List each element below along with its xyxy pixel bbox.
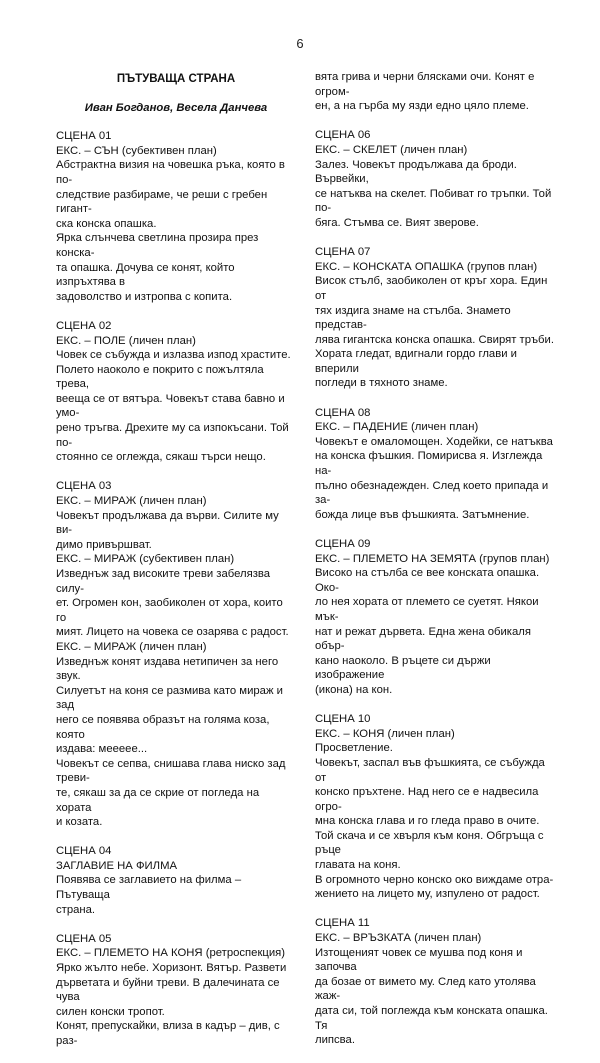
right-column [315, 70, 555, 1062]
scene-line: та опашка. Дочува се конят, който изпръхтява в [56, 261, 235, 289]
scene-line: Изведнъж конят издава нетипичен за него звук. [56, 655, 279, 683]
scene-line: Човекът се сепва, снишава глава ниско зад треви- [56, 757, 286, 785]
scene-heading: СЦЕНА 05 [56, 932, 112, 945]
scene-heading: СЦЕНА 07 [315, 246, 371, 259]
scene-line: Изведнъж зад високите треви забелязва силу- [56, 568, 271, 595]
scene-line: нат и режат дървета. Една жена обикаля обър- [315, 625, 531, 653]
scene-line: Силуетът на коня се размива като мираж и зад [56, 684, 283, 712]
scene-line: Той скача и се хвърля към коня. Обгръща с ръце [315, 829, 544, 857]
scene-line: силен конски тропот. [56, 1005, 165, 1018]
scene-heading: СЦЕНА 02 [56, 319, 112, 332]
scene-line: задоволство и изтропва с копита. [56, 290, 233, 303]
scene-line: ска конска опашка. [56, 217, 157, 230]
scene-line: Високо на стълба се вее конската опашка. Око- [315, 567, 540, 594]
scene-line: ЕКС. – СЪН (субективен план) [56, 144, 217, 157]
scene-heading: СЦЕНА 09 [315, 538, 371, 550]
scene-heading: СЦЕНА 04 [56, 845, 112, 858]
scene-block [315, 537, 555, 698]
scene-line: да бозае от вимето му. След като утолява жаж- [315, 975, 536, 1003]
scene-line: издава: мееееe... [56, 743, 148, 756]
scene-line: ЕКС. – ПЛЕМЕТО НА ЗЕМЯТА (групов план) [315, 552, 550, 565]
scene-line: стоянно се оглежда, сякаш търси нещо. [56, 451, 266, 464]
scene-line: мна конска глава и го гледа право в очите. [315, 815, 540, 828]
scene-line: Полето наоколо е покрито с пожълтяла трева, [56, 363, 264, 391]
scene-block [315, 406, 555, 523]
scene-line: страна. [56, 903, 96, 916]
scene-line: ЕКС. – КОНСКАТА ОПАШКА (групов план) [315, 260, 538, 273]
scene-block [315, 128, 555, 230]
scene-block [315, 712, 555, 902]
scene-block [56, 319, 296, 465]
scene-line: рено тръгва. Дрехите му са изпокъсани. Той по- [56, 422, 289, 449]
document-title: ПЪТУВАЩА СТРАНА [116, 73, 236, 85]
scene-line: лява гигантска конска опашка. Свирят тръби. [315, 333, 554, 346]
scene-line: божда лице във фъшкията. Затъмнение. [315, 508, 530, 521]
scene-line: бяга. Стъмва се. Вият зверове. [315, 216, 479, 229]
scene-block [56, 844, 296, 917]
scene-line: ло нея хората от племето се суетят. Някои мък- [315, 596, 539, 623]
scene-line: Залез. Човекът продължава да броди. Вървейки, [315, 158, 517, 186]
right-scenes [315, 70, 555, 1048]
scene-line: и козата. [56, 816, 103, 829]
scene-block [56, 932, 296, 1049]
scene-line: ЕКС. – ПЛЕМЕТО НА КОНЯ (ретроспекция) [56, 947, 286, 960]
scene-line: Изтощеният човек се мушва под коня и започва [315, 946, 523, 974]
document-authors: Иван Богданов, Весела Данчева [84, 101, 268, 114]
scene-line: тях издига знаме на стълба. Знамето представ- [315, 304, 511, 332]
scene-line: Ярко жълто небе. Хоризонт. Вятър. Развети [56, 962, 287, 975]
scene-line: ЕКС. – МИРАЖ (личен план) [56, 640, 207, 653]
scene-line: ЕКС. – ПАДЕНИЕ (личен план) [315, 421, 479, 434]
page-number: 6 [296, 36, 304, 51]
scene-heading: СЦЕНА 01 [56, 130, 112, 143]
scene-line: главата на коня. [315, 859, 401, 872]
scene-line: следствие разбираме, че реши с гребен гигант- [56, 188, 268, 216]
scene-heading: СЦЕНА 03 [56, 480, 112, 493]
scene-block [56, 479, 296, 829]
scene-line: ЕКС. – ВРЪЗКАТА (личен план) [315, 932, 482, 945]
scene-line: липсва. [315, 1034, 355, 1047]
scene-line: Човекът продължава да върви. Силите му ви- [56, 509, 279, 537]
scene-line: вята грива и черни блясками очи. Конят е огром- [315, 71, 535, 98]
scene-line: се натъква на скелет. Побиват го тръпки. Той по- [315, 187, 552, 215]
scene-line: димо привършват. [56, 538, 152, 551]
scene-line: Хората гледат, вдигнали гордо глави и вперили [315, 348, 517, 375]
scene-line: погледи в тяхното знаме. [315, 377, 448, 390]
scene-line: ЕКС. – СКЕЛЕТ (личен план) [315, 143, 468, 156]
scene-line: Човекът е омаломощен. Ходейки, се натъква [315, 435, 553, 448]
scene-line: те, сякаш за да се скрие от погледа на хората [56, 786, 260, 814]
scene-line: жението на лицето му, изпулено от радост. [315, 888, 540, 901]
scene-line: Абстрактна визия на човешка ръка, която в по- [56, 159, 285, 186]
scene-heading: СЦЕНА 08 [315, 406, 371, 419]
scene-line: ЕКС. – МИРАЖ (личен план) [56, 495, 207, 508]
scene-line: Висок стълб, заобиколен от кръг хора. Един от [315, 275, 548, 302]
scene-line: дата си, той поглежда към конската опашка. Тя [315, 1005, 548, 1032]
scene-block [315, 70, 555, 114]
scene-line: Човек се събужда и излазва изпод храстите. [56, 349, 291, 362]
scene-line: Просветление. [315, 742, 393, 755]
scene-block [56, 129, 296, 304]
scene-line: (икона) на кон. [315, 683, 393, 696]
scene-line: Човекът, заспал във фъшкията, се събужда от [315, 756, 545, 784]
scene-block [315, 245, 555, 391]
scene-heading: СЦЕНА 11 [315, 917, 370, 930]
scene-line: ет. Огромен кон, заобиколен от хора, които го [56, 597, 283, 624]
scene-line: Ярка слънчева светлина прозира през конска- [56, 232, 259, 259]
scene-line: веещa се от вятъра. Човекът става бавно и умо- [56, 392, 285, 420]
scene-line: В огромното черно конско око виждаме отра- [315, 873, 554, 886]
scene-line: конско пръхтене. Над него се е надвесила огро- [315, 786, 539, 813]
scene-line: ен, а на гърба му язди едно цяло племе. [315, 100, 529, 113]
scene-line: на конска фъшкия. Помирисва я. Изглежда на- [315, 450, 543, 478]
scene-heading: СЦЕНА 10 [315, 713, 371, 726]
scene-line: Конят, препускайки, влиза в кадър – див, с раз- [56, 1020, 280, 1047]
scene-line: пълно обезнадежден. След което припада и за- [315, 479, 549, 507]
scene-block [315, 916, 555, 1047]
scene-line: него се появява образът на голяма коза, която [56, 713, 270, 741]
scene-line: ЕКС. – КОНЯ (личен план) [315, 727, 455, 740]
scene-line: кано наоколо. В ръцете си държи изображение [315, 654, 491, 682]
scene-heading: СЦЕНА 06 [315, 129, 371, 142]
scene-line: ЕКС. – ПОЛЕ (личен план) [56, 334, 196, 347]
left-column [56, 72, 296, 1063]
scene-line: ЗАГЛАВИЕ НА ФИЛМА [56, 859, 178, 872]
scene-line: дърветата и буйни треви. В далечината се чува [56, 976, 280, 1004]
scene-line: мият. Лицето на човека се озарява с радост. [56, 626, 289, 639]
scene-line: ЕКС. – МИРАЖ (субективен план) [56, 553, 235, 566]
scene-line: Появява се заглавието на филма – Пътуваща [56, 874, 242, 902]
left-scenes [56, 129, 296, 1048]
